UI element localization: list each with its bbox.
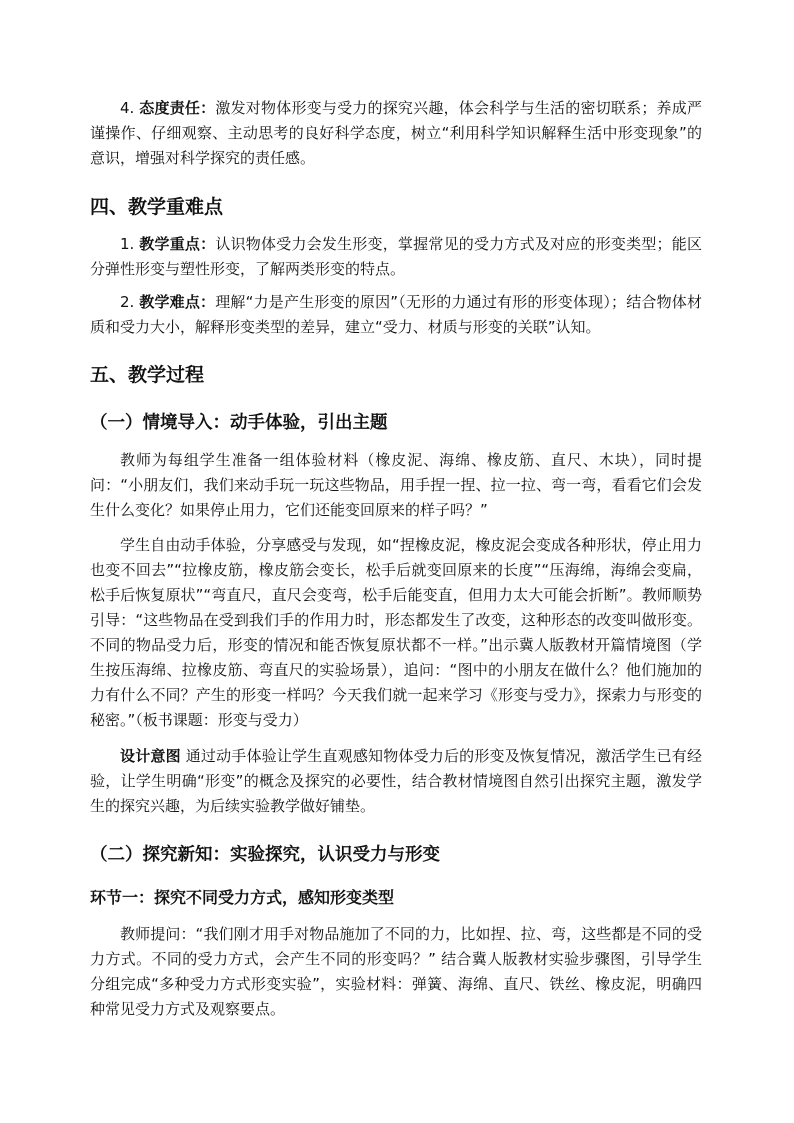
design-intent-text: 通过动手体验让学生直观感知物体受力后的形变及恢复情况，激活学生已有经验，让学生明确“形变”的概念及探究的必要性，结合教材情境图自然引出探究主题，激发学生的探究兴趣，为后续实验教学做好铺垫。: [90, 747, 702, 815]
introduction-paragraph-1: 教师为每组学生准备一组体验材料（橡皮泥、海绵、橡皮筋、直尺、木块），同时提问：“小朋友们，我们来动手玩一玩这些物品，用手捏一捏、拉一拉、弯一弯，看看它们会发生什么变化？如果停止用力，它们还能变回原来的样子吗？”: [90, 451, 702, 519]
section-heading-key-difficult-points: 四、教学重难点: [90, 196, 224, 218]
item-label: 态度责任：: [139, 99, 216, 117]
item-number: 1.: [120, 235, 135, 253]
item-text: 认识物体受力会发生形变，掌握常见的受力方式及对应的形变类型；能区分弹性形变与塑性形变，了解两类形变的特点。: [90, 235, 702, 278]
item-text: 激发对物体形变与受力的探究兴趣，体会科学与生活的密切联系；养成严谨操作、仔细观察、主动思考的良好科学态度，树立“利用科学知识解释生活中形变现象”的意识，增强对科学探究的责任感。: [90, 99, 702, 167]
attitude-responsibility-paragraph: [90, 96, 702, 171]
section-heading-teaching-process: 五、教学过程: [90, 364, 205, 386]
key-point-paragraph: [90, 232, 702, 282]
item-label: 教学难点：: [139, 293, 216, 311]
subsection-heading-explore-new-knowledge: （二）探究新知：实验探究，认识受力与形变: [90, 845, 440, 865]
design-intent-label: 设计意图: [120, 747, 181, 765]
design-intent-paragraph: [90, 744, 702, 819]
difficult-point-paragraph: [90, 290, 702, 340]
subsection-heading-introduction: （一）情境导入：动手体验，引出主题: [90, 413, 388, 433]
explore-force-types-paragraph: 教师提问：“我们刚才用手对物品施加了不同的力，比如捏、拉、弯，这些都是不同的受力方式。不同的受力方式，会产生不同的形变吗？” 结合冀人版教材实验步骤图，引导学生分组完成“多种受力方式形变实验”，实验材料：弹簧、海绵、直尺、铁丝、橡皮泥，明确四种常见受力方式及观察要点。: [90, 925, 702, 1018]
item-text: 理解“力是产生形变的原因”（无形的力通过有形的形变体现）；结合物体材质和受力大小，解释形变类型的差异，建立“受力、材质与形变的关联”认知。: [90, 293, 702, 336]
item-number: 4.: [120, 99, 135, 117]
introduction-paragraph-2: 学生自由动手体验，分享感受与发现，如“捏橡皮泥，橡皮泥会变成各种形状，停止用力也变不回去”“拉橡皮筋，橡皮筋会变长，松手后就变回原来的长度”“压海绵，海绵会变扁，松手后恢复原状”“弯直尺，直尺会变弯，松手后能变直，但用力太大可能会折断”。教师顺势引导：“这些物品在受到我们手的作用力时，形态都发生了改变，这种形态的改变叫做形变。不同的物品受力后，形变的情况和能否恢复原状都不一样。”出示冀人版教材开篇情境图（学生按压海绵、拉橡皮筋、弯直尺的实验场景），追问：“图中的小朋友在做什么？他们施加的力有什么不同？产生的形变一样吗？今天我们就一起来学习《形变与受力》，探索力与形变的秘密。”（板书课题：形变与受力）: [90, 536, 702, 729]
item-label: 教学重点：: [139, 235, 216, 253]
step-heading-explore-force-types: 环节一：探究不同受力方式，感知形变类型: [90, 888, 395, 907]
item-number: 2.: [120, 293, 135, 311]
